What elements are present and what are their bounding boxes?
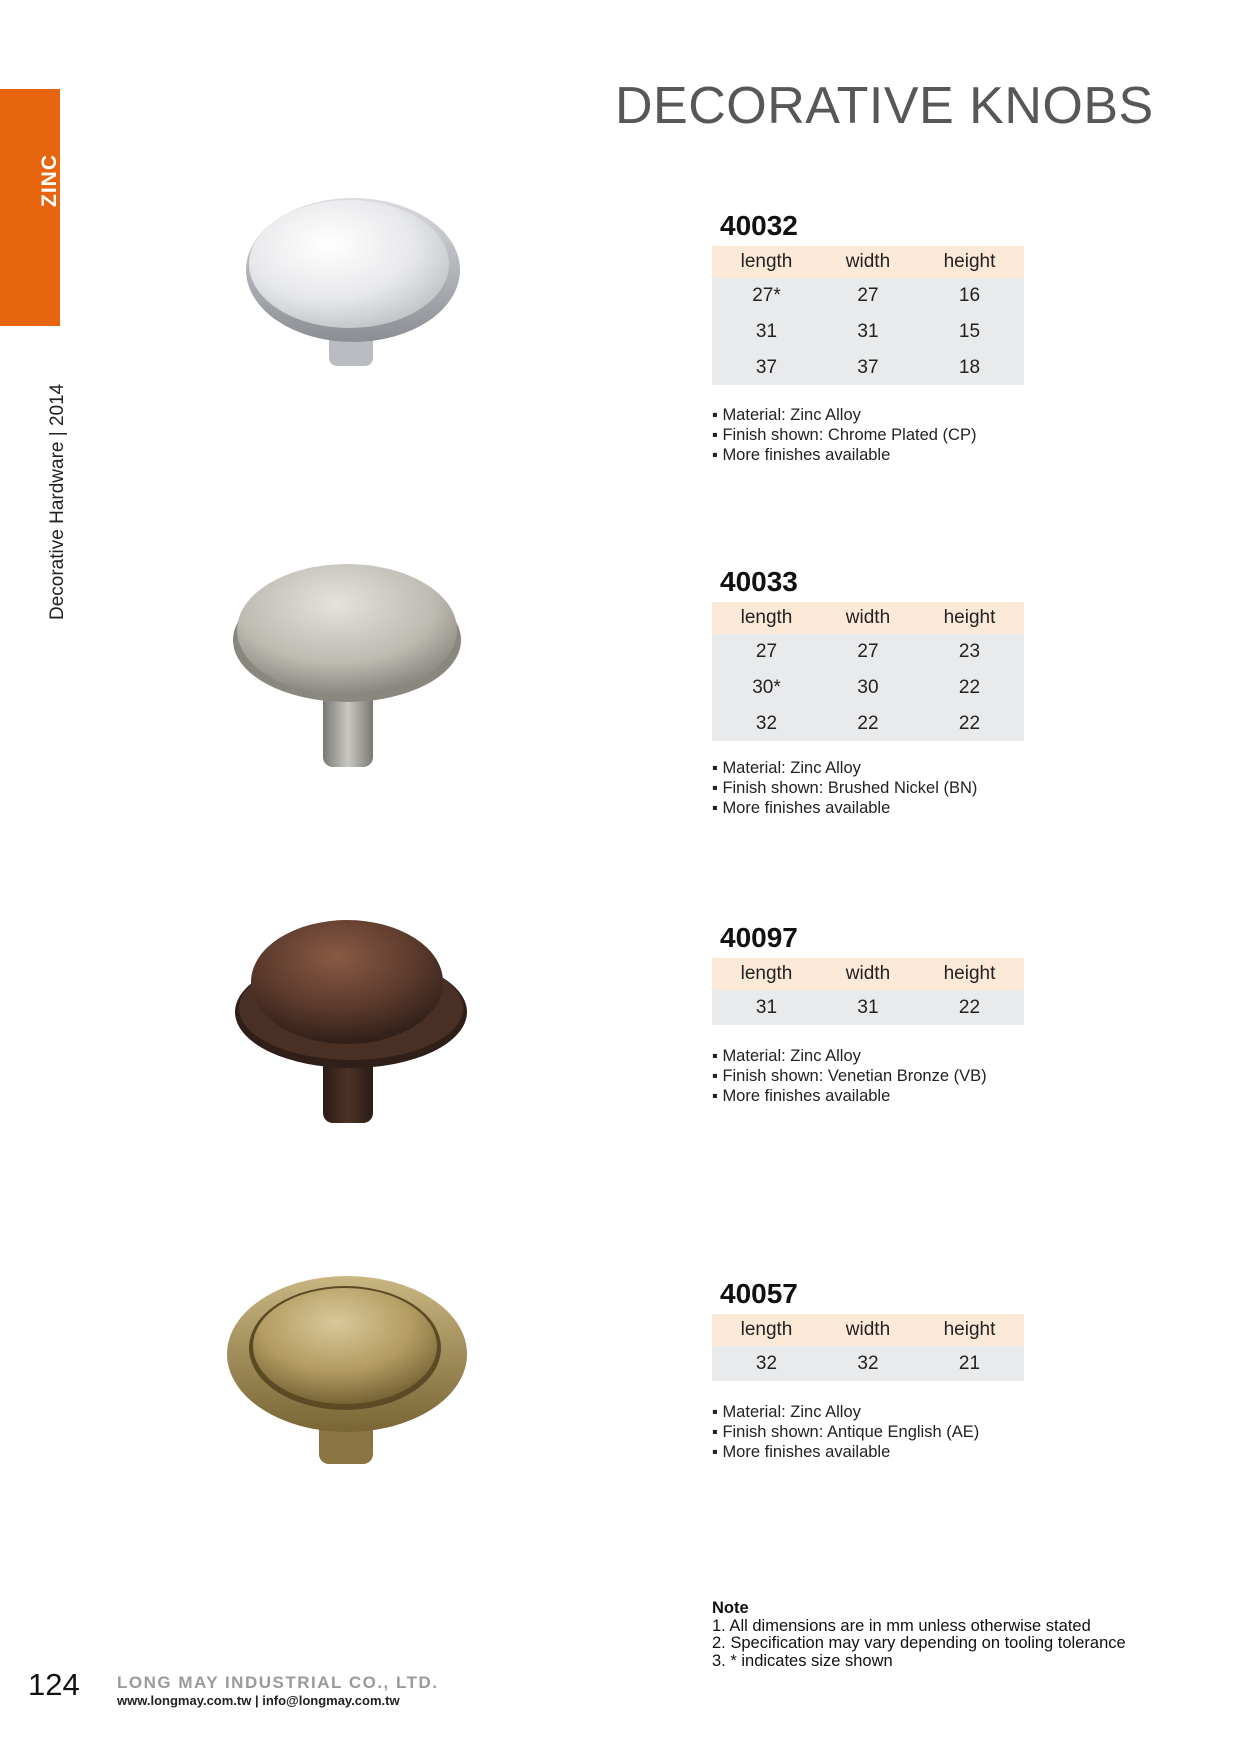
product-40097 bbox=[0, 908, 1241, 1208]
product-code: 40057 bbox=[720, 1278, 798, 1309]
chrome-knob-image bbox=[225, 196, 485, 426]
column-header-width: width bbox=[821, 1314, 915, 1346]
note-title: Note bbox=[712, 1599, 749, 1617]
company-name: LONG MAY INDUSTRIAL CO., LTD. bbox=[117, 1673, 439, 1692]
cell-length: 30* bbox=[712, 670, 821, 706]
antique-english-knob-image bbox=[225, 1264, 485, 1494]
column-header-width: width bbox=[821, 602, 915, 634]
table-row bbox=[712, 350, 1024, 385]
cell-width: 32 bbox=[821, 1346, 915, 1381]
contact-info: www.longmay.com.tw | info@longmay.com.tw bbox=[117, 1693, 400, 1708]
cell-width: 27 bbox=[821, 634, 915, 670]
table-row bbox=[712, 278, 1024, 314]
table-row bbox=[712, 314, 1024, 350]
cell-width: 31 bbox=[821, 990, 915, 1025]
cell-height: 23 bbox=[915, 634, 1024, 670]
cell-width: 22 bbox=[821, 706, 915, 741]
column-header-height: height bbox=[915, 1314, 1024, 1346]
more-finishes-item: ▪ More finishes available bbox=[712, 445, 976, 465]
product-40032 bbox=[0, 196, 1241, 496]
more-finishes-item: ▪ More finishes available bbox=[712, 1442, 979, 1462]
material-item: ▪ Material: Zinc Alloy bbox=[712, 758, 977, 778]
category-tab-label: ZINC bbox=[38, 154, 61, 207]
cell-length: 27 bbox=[712, 634, 821, 670]
cell-width: 37 bbox=[821, 350, 915, 385]
product-code: 40097 bbox=[720, 922, 798, 953]
dimension-table bbox=[712, 958, 1024, 1025]
cell-width: 27 bbox=[821, 278, 915, 314]
note-item: 2. Specification may vary depending on tooling tolerance bbox=[712, 1634, 1126, 1652]
table-row bbox=[712, 670, 1024, 706]
cell-height: 18 bbox=[915, 350, 1024, 385]
cell-height: 15 bbox=[915, 314, 1024, 350]
cell-height: 21 bbox=[915, 1346, 1024, 1381]
product-40033 bbox=[0, 552, 1241, 852]
column-header-length: length bbox=[712, 246, 821, 278]
dimension-table bbox=[712, 246, 1024, 385]
brushed-nickel-knob-image bbox=[225, 552, 485, 782]
finish-item: ▪ Finish shown: Venetian Bronze (VB) bbox=[712, 1066, 987, 1086]
more-finishes-item: ▪ More finishes available bbox=[712, 1086, 987, 1106]
page-number: 124 bbox=[28, 1667, 80, 1702]
column-header-length: length bbox=[712, 1314, 821, 1346]
finish-item: ▪ Finish shown: Chrome Plated (CP) bbox=[712, 425, 976, 445]
cell-length: 32 bbox=[712, 706, 821, 741]
product-40057 bbox=[0, 1264, 1241, 1564]
spec-list bbox=[712, 758, 977, 818]
product-code: 40033 bbox=[720, 566, 798, 597]
finish-item: ▪ Finish shown: Brushed Nickel (BN) bbox=[712, 778, 977, 798]
column-header-width: width bbox=[821, 246, 915, 278]
cell-height: 22 bbox=[915, 706, 1024, 741]
material-item: ▪ Material: Zinc Alloy bbox=[712, 1046, 987, 1066]
spec-list bbox=[712, 1046, 987, 1106]
cell-height: 22 bbox=[915, 990, 1024, 1025]
dimension-table bbox=[712, 602, 1024, 741]
spec-list bbox=[712, 1402, 979, 1462]
catalog-caption: Decorative Hardware | 2014 bbox=[47, 383, 68, 620]
finish-item: ▪ Finish shown: Antique English (AE) bbox=[712, 1422, 979, 1442]
cell-length: 32 bbox=[712, 1346, 821, 1381]
table-row bbox=[712, 990, 1024, 1025]
table-row bbox=[712, 1346, 1024, 1381]
product-code: 40032 bbox=[720, 210, 798, 241]
more-finishes-item: ▪ More finishes available bbox=[712, 798, 977, 818]
column-header-width: width bbox=[821, 958, 915, 990]
cell-height: 16 bbox=[915, 278, 1024, 314]
column-header-length: length bbox=[712, 958, 821, 990]
note-item: 3. * indicates size shown bbox=[712, 1651, 893, 1670]
material-item: ▪ Material: Zinc Alloy bbox=[712, 405, 976, 425]
venetian-bronze-knob-image bbox=[225, 908, 485, 1138]
note-item: 1. All dimensions are in mm unless otherwise stated bbox=[712, 1616, 1091, 1635]
cell-length: 27* bbox=[712, 278, 821, 314]
note-block bbox=[712, 1600, 1126, 1670]
cell-width: 30 bbox=[821, 670, 915, 706]
cell-length: 37 bbox=[712, 350, 821, 385]
column-header-height: height bbox=[915, 958, 1024, 990]
page-title: DECORATIVE KNOBS bbox=[615, 77, 1154, 135]
column-header-length: length bbox=[712, 602, 821, 634]
cell-length: 31 bbox=[712, 314, 821, 350]
column-header-height: height bbox=[915, 602, 1024, 634]
column-header-height: height bbox=[915, 246, 1024, 278]
table-row bbox=[712, 706, 1024, 741]
spec-list bbox=[712, 405, 976, 465]
table-row bbox=[712, 634, 1024, 670]
cell-length: 31 bbox=[712, 990, 821, 1025]
cell-height: 22 bbox=[915, 670, 1024, 706]
cell-width: 31 bbox=[821, 314, 915, 350]
dimension-table bbox=[712, 1314, 1024, 1381]
material-item: ▪ Material: Zinc Alloy bbox=[712, 1402, 979, 1422]
